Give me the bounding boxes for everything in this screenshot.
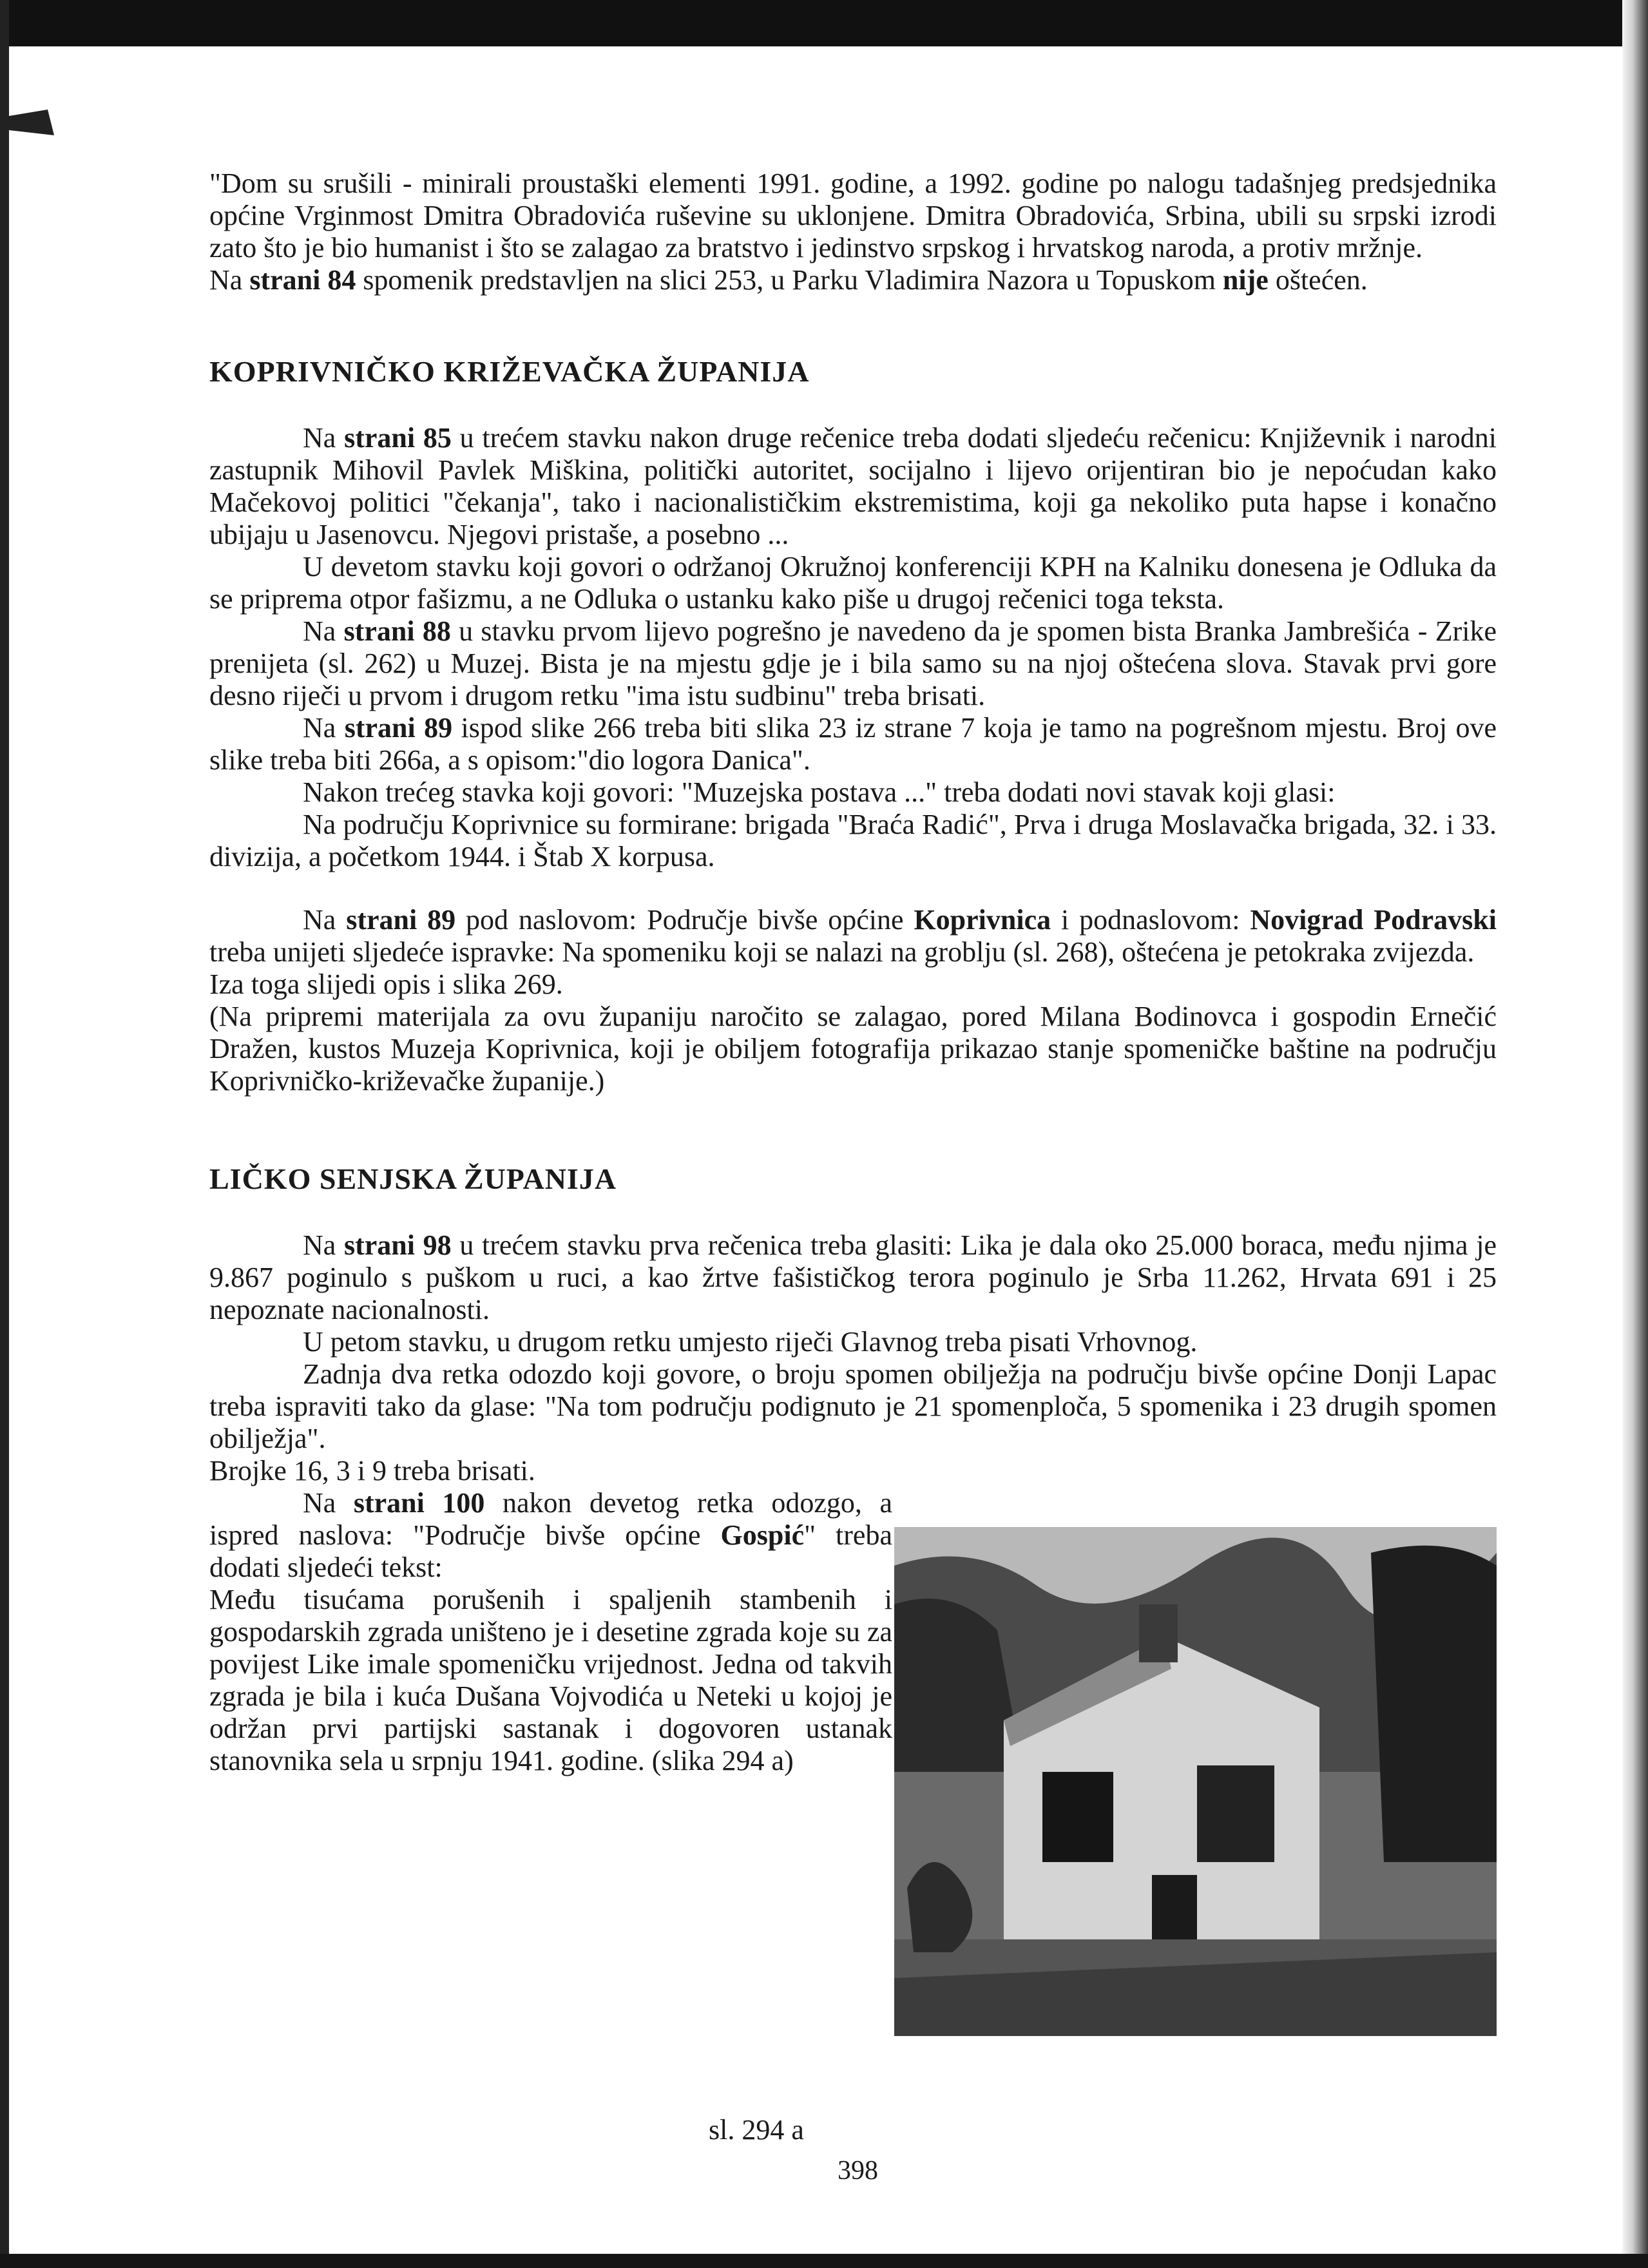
paragraph: Na strani 98 u trećem stavku prva rečenica treba glasiti: Lika je dala oko 25.000 boraca, među njima je 9.867 poginulo s puškom u ruci, a kao žrtve fašističkog terora poginulo je Srba 11.262, Hrvata 691 i 25 nepoznate nacionalnosti. [209, 1229, 1497, 1325]
paragraph: Na strani 88 u stavku prvom lijevo pogrešno je navedeno da je spomen bista Branka Jambrešića - Zrike prenijeta (sl. 262) u Muzej. Bista je na mjestu gdje je i bila samo su na njoj oštećena slova. Stavak prvi gore desno riječi u prvom i drugom retku "ima istu sudbinu" treba brisati. [209, 615, 1497, 711]
paragraph: (Na pripremi materijala za ovu županiju naročito se zalagao, pored Milana Bodinovca i gospodin Ernečić Dražen, kustos Muzeja Koprivnica, koji je obiljem fotografija prikazao stanje spomeničke baštine na području Koprivničko-križevačke županije.) [209, 1001, 1497, 1097]
scan-border-bottom [0, 2254, 1648, 2268]
paragraph: Brojke 16, 3 i 9 treba brisati. [209, 1455, 535, 1486]
intro-paragraph: "Dom su srušili - minirali proustaški elementi 1991. godine, a 1992. godine po nalogu tadašnjeg predsjednika općine Vrginmost Dmitra Obradovića ruševine su uklonjene. Dmitra Obradovića, Srbina, ubili su srpski izrodi zato što je bio humanist i što se zalagao za bratstvo i jedinstvo srpskog i hrvatskog naroda, a protiv mržnje. [209, 168, 1497, 264]
paragraph: Na području Koprivnice su formirane: brigada "Braća Radić", Prva i druga Moslavačka brigada, 32. i 33. divizija, a početkom 1944. i Štab X korpusa. [209, 809, 1497, 872]
page-body [209, 168, 1497, 1777]
photo-caption: sl. 294 a [709, 2114, 804, 2146]
paragraph: Na strani 85 u trećem stavku nakon druge rečenice treba dodati sljedeću rečenicu: Književnik i narodni zastupnik Mihovil Pavlek Miškina, politički autoritet, socijalno i lijevo orijentiran bio je nepoćudan kako Mačekovoj politici "čekanja", tako i nacionalističkim ekstremistima, koji ga nekoliko puta hapse i konačno ubijaju u Jasenovcu. Njegovi pristaše, a posebno ... [209, 422, 1497, 550]
page-number: 398 [838, 2156, 878, 2186]
ruined-house-photo [894, 1527, 1497, 2036]
paragraph: Nakon trećeg stavka koji govori: "Muzejska postava ..." treba dodati novi stavak koji glasi: [303, 776, 1336, 808]
scan-border-right [1622, 0, 1648, 2268]
paragraph: Iza toga slijedi opis i slika 269. [209, 968, 563, 1000]
text-with-photo [209, 1487, 1497, 1777]
section-heading-koprivnicko: KOPRIVNIČKO KRIŽEVAČKA ŽUPANIJA [209, 355, 810, 388]
paragraph: Na strani 100 nakon devetog retka odozgo, a ispred naslova: "Područje bivše općine Gospić" treba dodati sljedeći tekst: [209, 1487, 892, 1583]
scan-border-top [0, 0, 1648, 46]
page-corner-mark [9, 110, 54, 135]
paragraph: U devetom stavku koji govori o održanoj Okružnoj konferenciji KPH na Kalniku donesena je Odluka da se priprema otpor fašizmu, a ne Odluka o ustanku kako piše u drugoj rečenici toga teksta. [209, 551, 1497, 615]
paragraph: U petom stavku, u drugom retku umjesto riječi Glavnog treba pisati Vrhovnog. [303, 1326, 1198, 1358]
paragraph: Zadnja dva retka odozdo koji govore, o broju spomen obilježja na području bivše općine Donji Lapac treba ispraviti tako da glase: "Na tom području podignuto je 21 spomenploča, 5 spomenika i 23 drugih spomen obilježja". [209, 1358, 1497, 1454]
paragraph: Na strani 89 ispod slike 266 treba biti slika 23 iz strane 7 koja je tamo na pogrešnom mjestu. Broj ove slike treba biti 266a, a s opisom:"dio logora Danica". [209, 712, 1497, 776]
scan-border-left [0, 0, 9, 2268]
paragraph: Na strani 89 pod naslovom: Područje bivše općine Koprivnica i podnaslovom: Novigrad Podravski treba unijeti sljedeće ispravke: Na spomeniku koji se nalazi na groblju (sl. 268), oštećena je petokraka zvijezda. [209, 904, 1497, 968]
section-heading-licko: LIČKO SENJSKA ŽUPANIJA [209, 1162, 617, 1195]
intro-correction: Na strani 84 spomenik predstavljen na slici 253, u Parku Vladimira Nazora u Topuskom nije oštećen. [209, 264, 1368, 296]
paragraph: Među tisućama porušenih i spaljenih stambenih i gospodarskih zgrada uništeno je i desetine zgrada koje su za povijest Like imale spomeničku vrijednost. Jedna od takvih zgrada je bila i kuća Dušana Vojvodića u Neteki u kojoj je održan prvi partijski sastanak i dogovoren ustanak stanovnika sela u srpnju 1941. godine. (slika 294 a) [209, 1584, 892, 1776]
